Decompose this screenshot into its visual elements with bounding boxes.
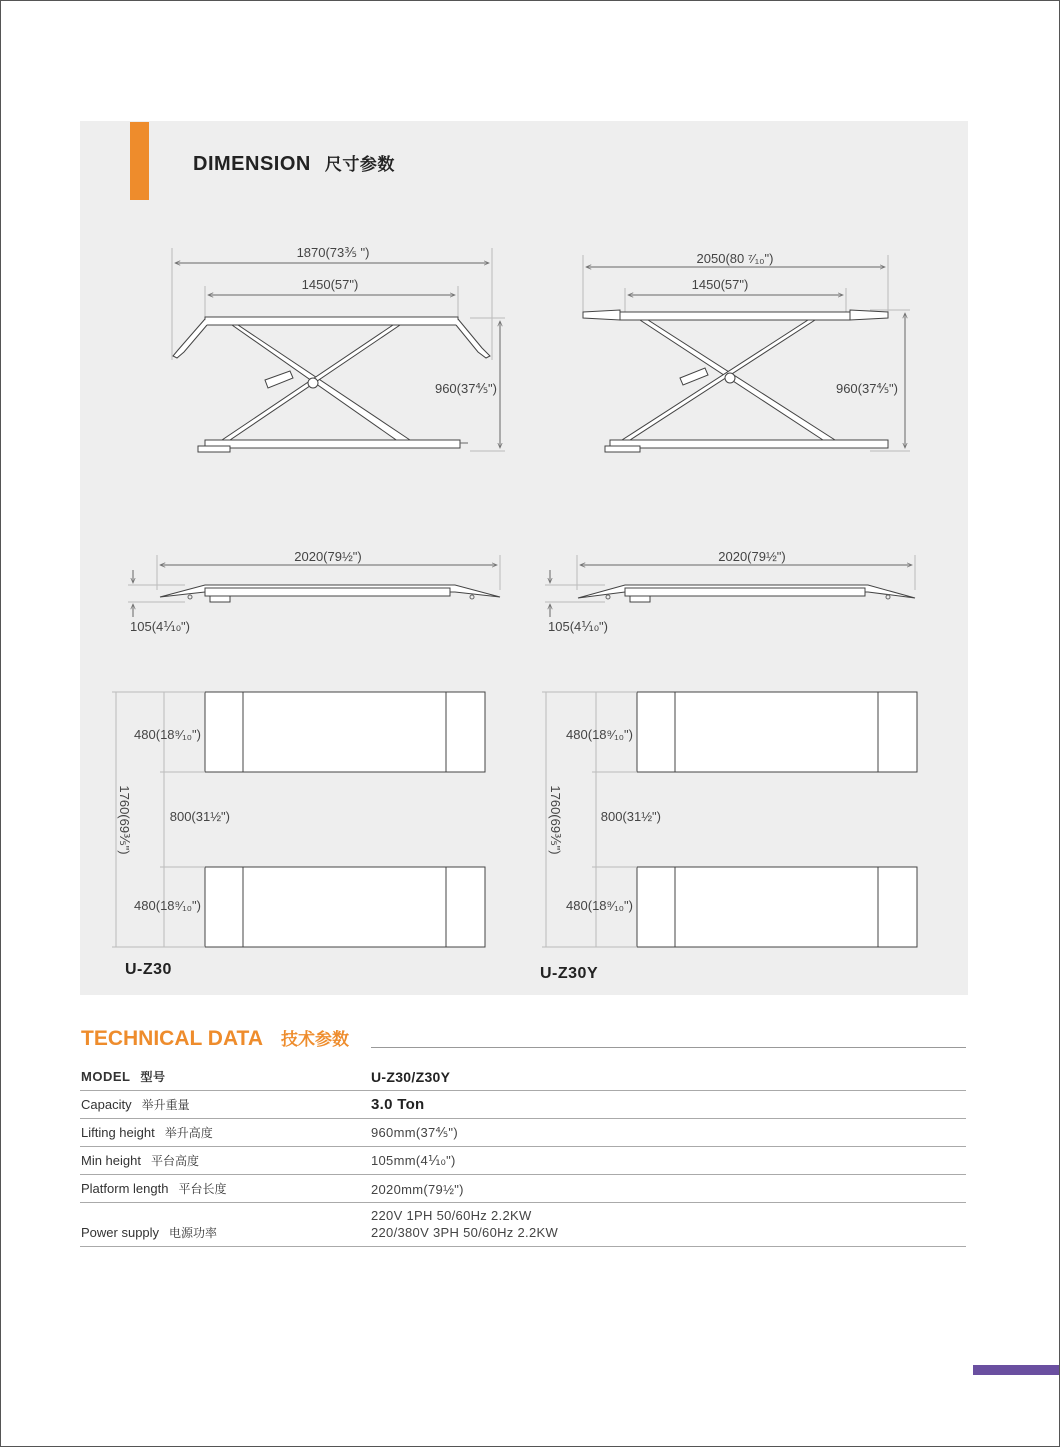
dimension-title-cn: 尺寸参数	[324, 155, 395, 174]
spec-row-capacity	[80, 1091, 966, 1119]
decorative-bar	[973, 1365, 1060, 1375]
power-line-2: 220/380V 3PH 50/60Hz 2.2KW	[371, 1225, 559, 1240]
spec-value: 3.0 Ton	[371, 1096, 425, 1113]
spec-label	[81, 1068, 165, 1085]
left-top-height: 960(37⅘")	[434, 381, 497, 396]
right-plan-total: 1760(69⅗")	[548, 785, 563, 855]
left-plan-total: 1760(69⅗")	[117, 785, 132, 855]
spec-label-cn: 举升重量	[141, 1098, 190, 1112]
spec-label-en: Lifting height	[81, 1125, 155, 1140]
spec-value: 2020mm(79½")	[371, 1182, 464, 1197]
left-plan-gap: 800(31½")	[169, 809, 230, 824]
spec-value: 960mm(37⅘")	[371, 1125, 458, 1140]
spec-label-en: Capacity	[81, 1097, 132, 1112]
spec-table	[80, 1063, 966, 1247]
right-top-platform-width: 1450(57")	[691, 277, 749, 292]
spec-label-cn: 电源功率	[169, 1226, 218, 1240]
spec-label-cn: 型号	[140, 1070, 166, 1084]
spec-label-en: Platform length	[81, 1181, 169, 1196]
right-plan-width-1: 480(18⁹⁄₁₀")	[566, 727, 633, 742]
spec-label	[81, 1180, 226, 1197]
spec-label-cn: 举升高度	[164, 1126, 213, 1140]
spec-value: 105mm(4⅒")	[371, 1153, 456, 1168]
technical-data-title	[81, 1025, 349, 1051]
spec-label-en: Power supply	[81, 1225, 160, 1240]
left-side-drawing	[128, 555, 500, 617]
left-side-min-height: 105(4⅒")	[130, 619, 191, 634]
power-line-1: 220V 1PH 50/60Hz 2.2KW	[371, 1208, 532, 1223]
left-top-overall-width: 1870(73⅗ ")	[296, 245, 370, 260]
left-side-length: 2020(79½")	[294, 549, 362, 564]
spec-row-lifting-height	[80, 1119, 966, 1147]
spec-row-model	[80, 1063, 966, 1091]
spec-label-cn: 平台高度	[150, 1154, 199, 1168]
spec-label	[81, 1224, 217, 1241]
spec-row-power-supply	[80, 1203, 966, 1247]
left-top-platform-width: 1450(57")	[301, 277, 359, 292]
right-plan-gap: 800(31½")	[600, 809, 661, 824]
model-label-left: U-Z30	[125, 961, 172, 978]
spec-label	[81, 1124, 213, 1141]
technical-title-rule	[371, 1047, 966, 1048]
right-top-height: 960(37⅘")	[835, 381, 898, 396]
right-top-overall-width: 2050(80 ⁷⁄₁₀")	[696, 251, 774, 266]
spec-label-cn: 平台长度	[178, 1182, 227, 1196]
model-label-right: U-Z30Y	[540, 965, 599, 982]
right-plan-width-2: 480(18⁹⁄₁₀")	[566, 898, 633, 913]
right-side-min-height: 105(4⅒")	[548, 619, 609, 634]
spec-value	[371, 1207, 558, 1241]
technical-title-en: TECHNICAL DATA	[81, 1027, 263, 1050]
spec-label	[81, 1096, 190, 1113]
spec-value: U-Z30/Z30Y	[371, 1069, 451, 1085]
right-side-length: 2020(79½")	[718, 549, 786, 564]
spec-label	[81, 1152, 199, 1169]
spec-row-min-height	[80, 1147, 966, 1175]
dimension-title-en: DIMENSION	[193, 153, 311, 175]
technical-title-cn: 技术参数	[281, 1030, 349, 1049]
spec-label-en: MODEL	[81, 1069, 131, 1084]
right-side-drawing	[545, 555, 915, 617]
spec-row-platform-length	[80, 1175, 966, 1203]
left-plan-width-1: 480(18⁹⁄₁₀")	[134, 727, 201, 742]
left-plan-width-2: 480(18⁹⁄₁₀")	[134, 898, 201, 913]
spec-label-en: Min height	[81, 1153, 141, 1168]
